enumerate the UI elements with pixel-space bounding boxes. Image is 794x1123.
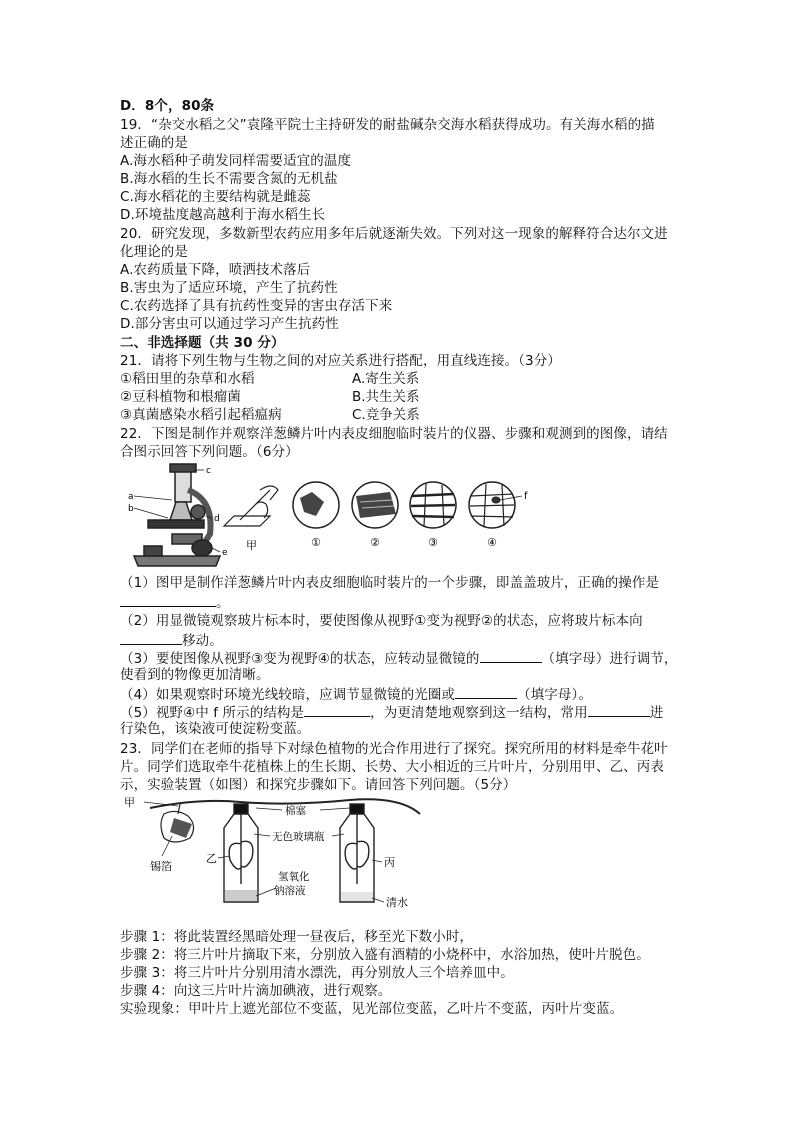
q19-option-a: A.海水稻种子萌发同样需要适宜的温度 (120, 153, 352, 169)
fig-label-foil: 锡箔 (150, 860, 172, 873)
label-c: c (206, 466, 211, 476)
fig-label-naoh-1: 氢氧化 (278, 871, 310, 883)
q22-sub2-end: 移动。 (182, 633, 223, 649)
q23-stem-line3: 示，实验装置（如图）和探究步骤如下。请回答下列问题。（5分） (120, 777, 517, 793)
view-label-1: ① (311, 536, 321, 549)
view-label-4: ④ (487, 536, 497, 549)
q20-option-c: C.农药选择了具有抗药性变异的害虫存活下来 (120, 298, 393, 314)
q21-left-2: ②豆科植物和根瘤菌 (120, 389, 242, 405)
fig-label-jia: 甲 (124, 796, 135, 809)
label-e: e (222, 548, 228, 558)
q19-stem-line2: 述正确的是 (120, 135, 188, 151)
answer-blank[interactable] (455, 684, 517, 699)
microscope-illustration (134, 464, 220, 566)
q21-right-b: B.共生关系 (352, 389, 420, 405)
q22-sub1-line2 (120, 592, 230, 612)
q20-option-a: A.农药质量下降，喷洒技术落后 (120, 262, 311, 278)
q23-step-2: 步骤 2：将三片叶片摘取下来，分别放入盛有酒精的小烧杯中，水浴加热，使叶片脱色。 (120, 947, 650, 963)
q22-sub5-line2: 行染色，该染液可使淀粉变蓝。 (120, 721, 311, 737)
q22-sub1-line1: （1）图甲是制作洋葱鳞片叶内表皮细胞临时装片的一个步骤，即盖盖玻片，正确的操作是 (120, 575, 660, 591)
q23-phenomenon: 实验现象：甲叶片上遮光部位不变蓝，见光部位变蓝，乙叶片不变蓝，丙叶片变蓝。 (120, 1001, 624, 1017)
q22-sub2-line1: （2）用显微镜观察玻片标本时，要使图像从视野①变为视野②的状态，应将玻片标本向 (120, 613, 643, 629)
q22-sub5-pre: （5）视野④中 f 所示的结构是 (120, 705, 305, 721)
view-2-illustration (352, 482, 398, 528)
q19-option-c: C.海水稻花的主要结构就是雌蕊 (120, 189, 311, 205)
fig-label-cotton: 棉塞 (285, 805, 306, 817)
coverslip-step-illustration (224, 486, 278, 526)
q22-sub5-post: 进 (649, 705, 664, 721)
fig-label-yi: 乙 (206, 852, 217, 865)
q21-left-3: ③真菌感染水稻引起稻瘟病 (120, 407, 282, 423)
fig-label-water: 清水 (386, 896, 408, 909)
view-3-illustration (410, 482, 456, 528)
bottle-yi-illustration (224, 804, 258, 902)
q22-sub3-pre: （3）要使图像从视野③变为视野④的状态，应转动显微镜的 (120, 651, 480, 667)
q22-sub3-line2: 使看到的物像更加清晰。 (120, 667, 270, 683)
step-label-jia: 甲 (246, 539, 257, 552)
answer-blank[interactable] (588, 702, 650, 717)
q19-option-d: D.环境盐度越高越利于海水稻生长 (120, 207, 326, 223)
q18-option-d: D．8个，80条 (120, 98, 215, 114)
q22-sub5-line1 (120, 702, 663, 722)
q23-stem-line1: 23．同学们在老师的指导下对绿色植物的光合作用进行了探究。探究所用的材料是牵牛花叶 (120, 741, 668, 757)
q22-sub4-post: （填字母）。 (517, 687, 592, 703)
q20-option-b: B.害虫为了适应环境，产生了抗药性 (120, 280, 338, 296)
q22-sub5-mid: ，为更清楚地观察到这一结构，常用 (370, 705, 588, 721)
answer-blank[interactable] (120, 630, 182, 645)
q22-sub2-line2 (120, 630, 223, 650)
q22-sub3-line1 (120, 648, 678, 668)
q19-stem-line1: 19．“杂交水稻之父”袁隆平院士主持研发的耐盐碱杂交海水稻获得成功。有关海水稻的描 (120, 117, 655, 133)
q21-left-1: ①稻田里的杂草和水稻 (120, 371, 255, 387)
fig-label-naoh-2: 钠溶液 (274, 885, 306, 897)
q22-sub4-pre: （4）如果观察时环境光线较暗，应调节显微镜的光圈或 (120, 687, 456, 703)
q23-stem-line2: 片。同学们选取牵牛花植株上的生长期、长势、大小相近的三片叶片，分别用甲、乙、丙表 (120, 759, 664, 775)
q22-stem-line1: 22．下图是制作并观察洋葱鳞片叶内表皮细胞临时装片的仪器、步骤和观测到的图像，请结 (120, 426, 668, 442)
leaf-jia-illustration (161, 804, 194, 842)
label-b: b (128, 504, 134, 514)
q20-stem-line1: 20．研究发现，多数新型农药应用多年后就逐渐失效。下列对这一现象的解释符合达尔文进 (120, 226, 668, 242)
fig-label-bottle: 无色玻璃瓶 (272, 831, 325, 843)
label-a: a (128, 492, 134, 502)
label-f: f (524, 491, 528, 502)
q21-stem: 21．请将下列生物与生物之间的对应关系进行搭配，用直线连接。（3分） (120, 353, 561, 369)
answer-blank[interactable] (304, 702, 370, 717)
q20-option-d: D.部分害虫可以通过学习产生抗药性 (120, 316, 339, 332)
view-label-3: ③ (428, 536, 438, 549)
label-d: d (214, 514, 220, 524)
view-label-2: ② (370, 536, 380, 549)
q22-sub4-line (120, 684, 592, 704)
section2-title: 二、非选择题（共 30 分） (120, 335, 285, 351)
view-4-illustration (469, 482, 522, 528)
fig-label-bing: 丙 (384, 856, 395, 869)
q22-stem-line2: 合图示回答下列问题。（6分） (120, 444, 299, 460)
q23-step-1: 步骤 1：将此装置经黑暗处理一昼夜后，移至光下数小时， (120, 929, 474, 945)
q21-right-a: A.寄生关系 (352, 371, 420, 387)
q22-sub3-post: （填字母）进行调节， (541, 651, 678, 667)
q19-option-b: B.海水稻的生长不需要含氮的无机盐 (120, 171, 338, 187)
q22-sub1-end: 。 (216, 595, 230, 611)
answer-blank[interactable] (480, 648, 542, 663)
q23-step-3: 步骤 3：将三片叶片分别用清水漂洗，再分别放人三个培养皿中。 (120, 965, 514, 981)
q20-stem-line2: 化理论的是 (120, 244, 188, 260)
answer-blank[interactable] (120, 592, 216, 607)
q21-right-c: C.竞争关系 (352, 407, 420, 423)
q23-step-4: 步骤 4：向这三片叶片滴加碘液，进行观察。 (120, 983, 392, 999)
q23-figure (120, 794, 440, 920)
view-1-illustration (293, 482, 339, 528)
bottle-bing-illustration (340, 804, 374, 902)
q22-figure (120, 460, 540, 570)
